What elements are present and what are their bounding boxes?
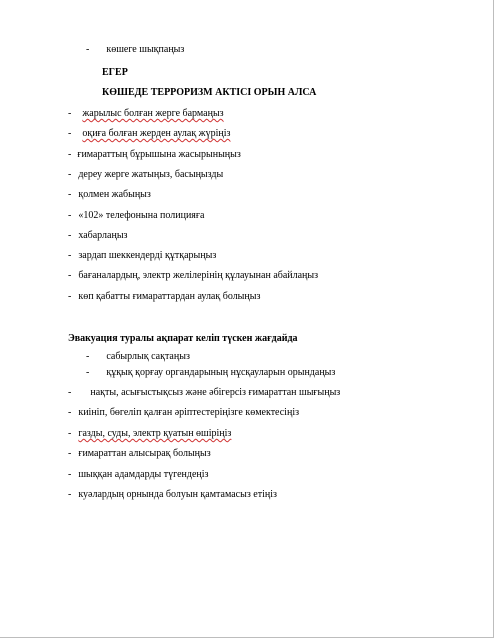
list-item <box>68 428 231 440</box>
dash-marker: - <box>68 149 72 160</box>
list-item-text: қолмен жабыңыз <box>78 189 151 200</box>
list-item <box>68 469 209 481</box>
list-item-text: нақты, асығыстықсыз және әбігерсіз ғимараттан шығыңыз <box>90 387 341 398</box>
list-item <box>68 448 211 460</box>
list-item-text: оқиға болған жерден аулақ жүріңіз <box>82 128 231 139</box>
dash-marker: - <box>68 469 72 480</box>
list-item <box>86 367 335 379</box>
list-item-text: көп қабатты ғимараттардан аулақ болыңыз <box>78 291 261 302</box>
list-item-text: жарылыс болған жерге бармаңыз <box>82 108 224 119</box>
list-item <box>86 351 190 363</box>
list-item <box>68 291 260 303</box>
list-item-text: сабырлық сақтаңыз <box>106 351 190 362</box>
list-item-text: хабарлаңыз <box>78 230 128 241</box>
list-item-text: дереу жерге жатыңыз, басыңызды <box>78 169 224 180</box>
dash-marker: - <box>68 128 72 139</box>
dash-marker: - <box>68 489 72 500</box>
dash-marker: - <box>68 291 72 302</box>
dash-marker: - <box>68 270 72 281</box>
list-item <box>68 210 204 222</box>
heading-if: ЕГЕР <box>102 67 128 78</box>
dash-marker: - <box>68 250 72 261</box>
list-item-text: көшеге шықпаңыз <box>106 44 185 55</box>
dash-marker: - <box>68 169 72 180</box>
list-item-text: ғимараттың бұрышына жасырыныңыз <box>77 149 241 160</box>
list-item <box>68 189 151 201</box>
dash-marker: - <box>68 387 72 398</box>
dash-marker: - <box>68 210 72 221</box>
dash-marker: - <box>86 44 90 55</box>
list-item <box>68 270 318 282</box>
dash-marker: - <box>86 351 90 362</box>
list-item <box>68 250 216 262</box>
list-item-text: киініп, бөгеліп қалған әріптестеріңізге көмектесіңіз <box>78 407 300 418</box>
list-item <box>68 407 299 419</box>
list-item <box>68 230 128 242</box>
list-item <box>68 108 224 120</box>
list-item <box>68 387 340 399</box>
dash-marker: - <box>68 189 72 200</box>
list-item-text: газды, суды, электр қуатын өшіріңіз <box>78 428 232 439</box>
list-item-text: құқық қорғау органдарының нұсқауларын орындаңыз <box>106 367 336 378</box>
list-item-text: шыққан адамдарды түгендеңіз <box>78 469 209 480</box>
list-item <box>68 169 223 181</box>
list-item-text: ғимараттан алысырақ болыңыз <box>78 448 211 459</box>
dash-marker: - <box>68 428 72 439</box>
dash-marker: - <box>68 230 72 241</box>
list-item-text: бағаналардың, электр желілерінің құлауынан абайлаңыз <box>78 270 319 281</box>
dash-marker: - <box>68 108 72 119</box>
heading-terror-act: КӨШЕДЕ ТЕРРОРИЗМ АКТІСІ ОРЫН АЛСА <box>102 87 317 98</box>
list-item <box>68 128 230 140</box>
list-item-text: «102» телефонына полицияға <box>78 210 205 221</box>
list-item-text: куәлардың орнында болуын қамтамасыз етіңіз <box>78 489 277 500</box>
dash-marker: - <box>86 367 90 378</box>
list-item-text: зардап шеккендерді құтқарыңыз <box>78 250 217 261</box>
dash-marker: - <box>68 448 72 459</box>
list-item <box>68 489 277 501</box>
heading-evacuation: Эвакуация туралы ақпарат келіп түскен жағдайда <box>68 333 298 344</box>
dash-marker: - <box>68 407 72 418</box>
list-item <box>68 149 241 161</box>
list-item <box>86 44 184 56</box>
